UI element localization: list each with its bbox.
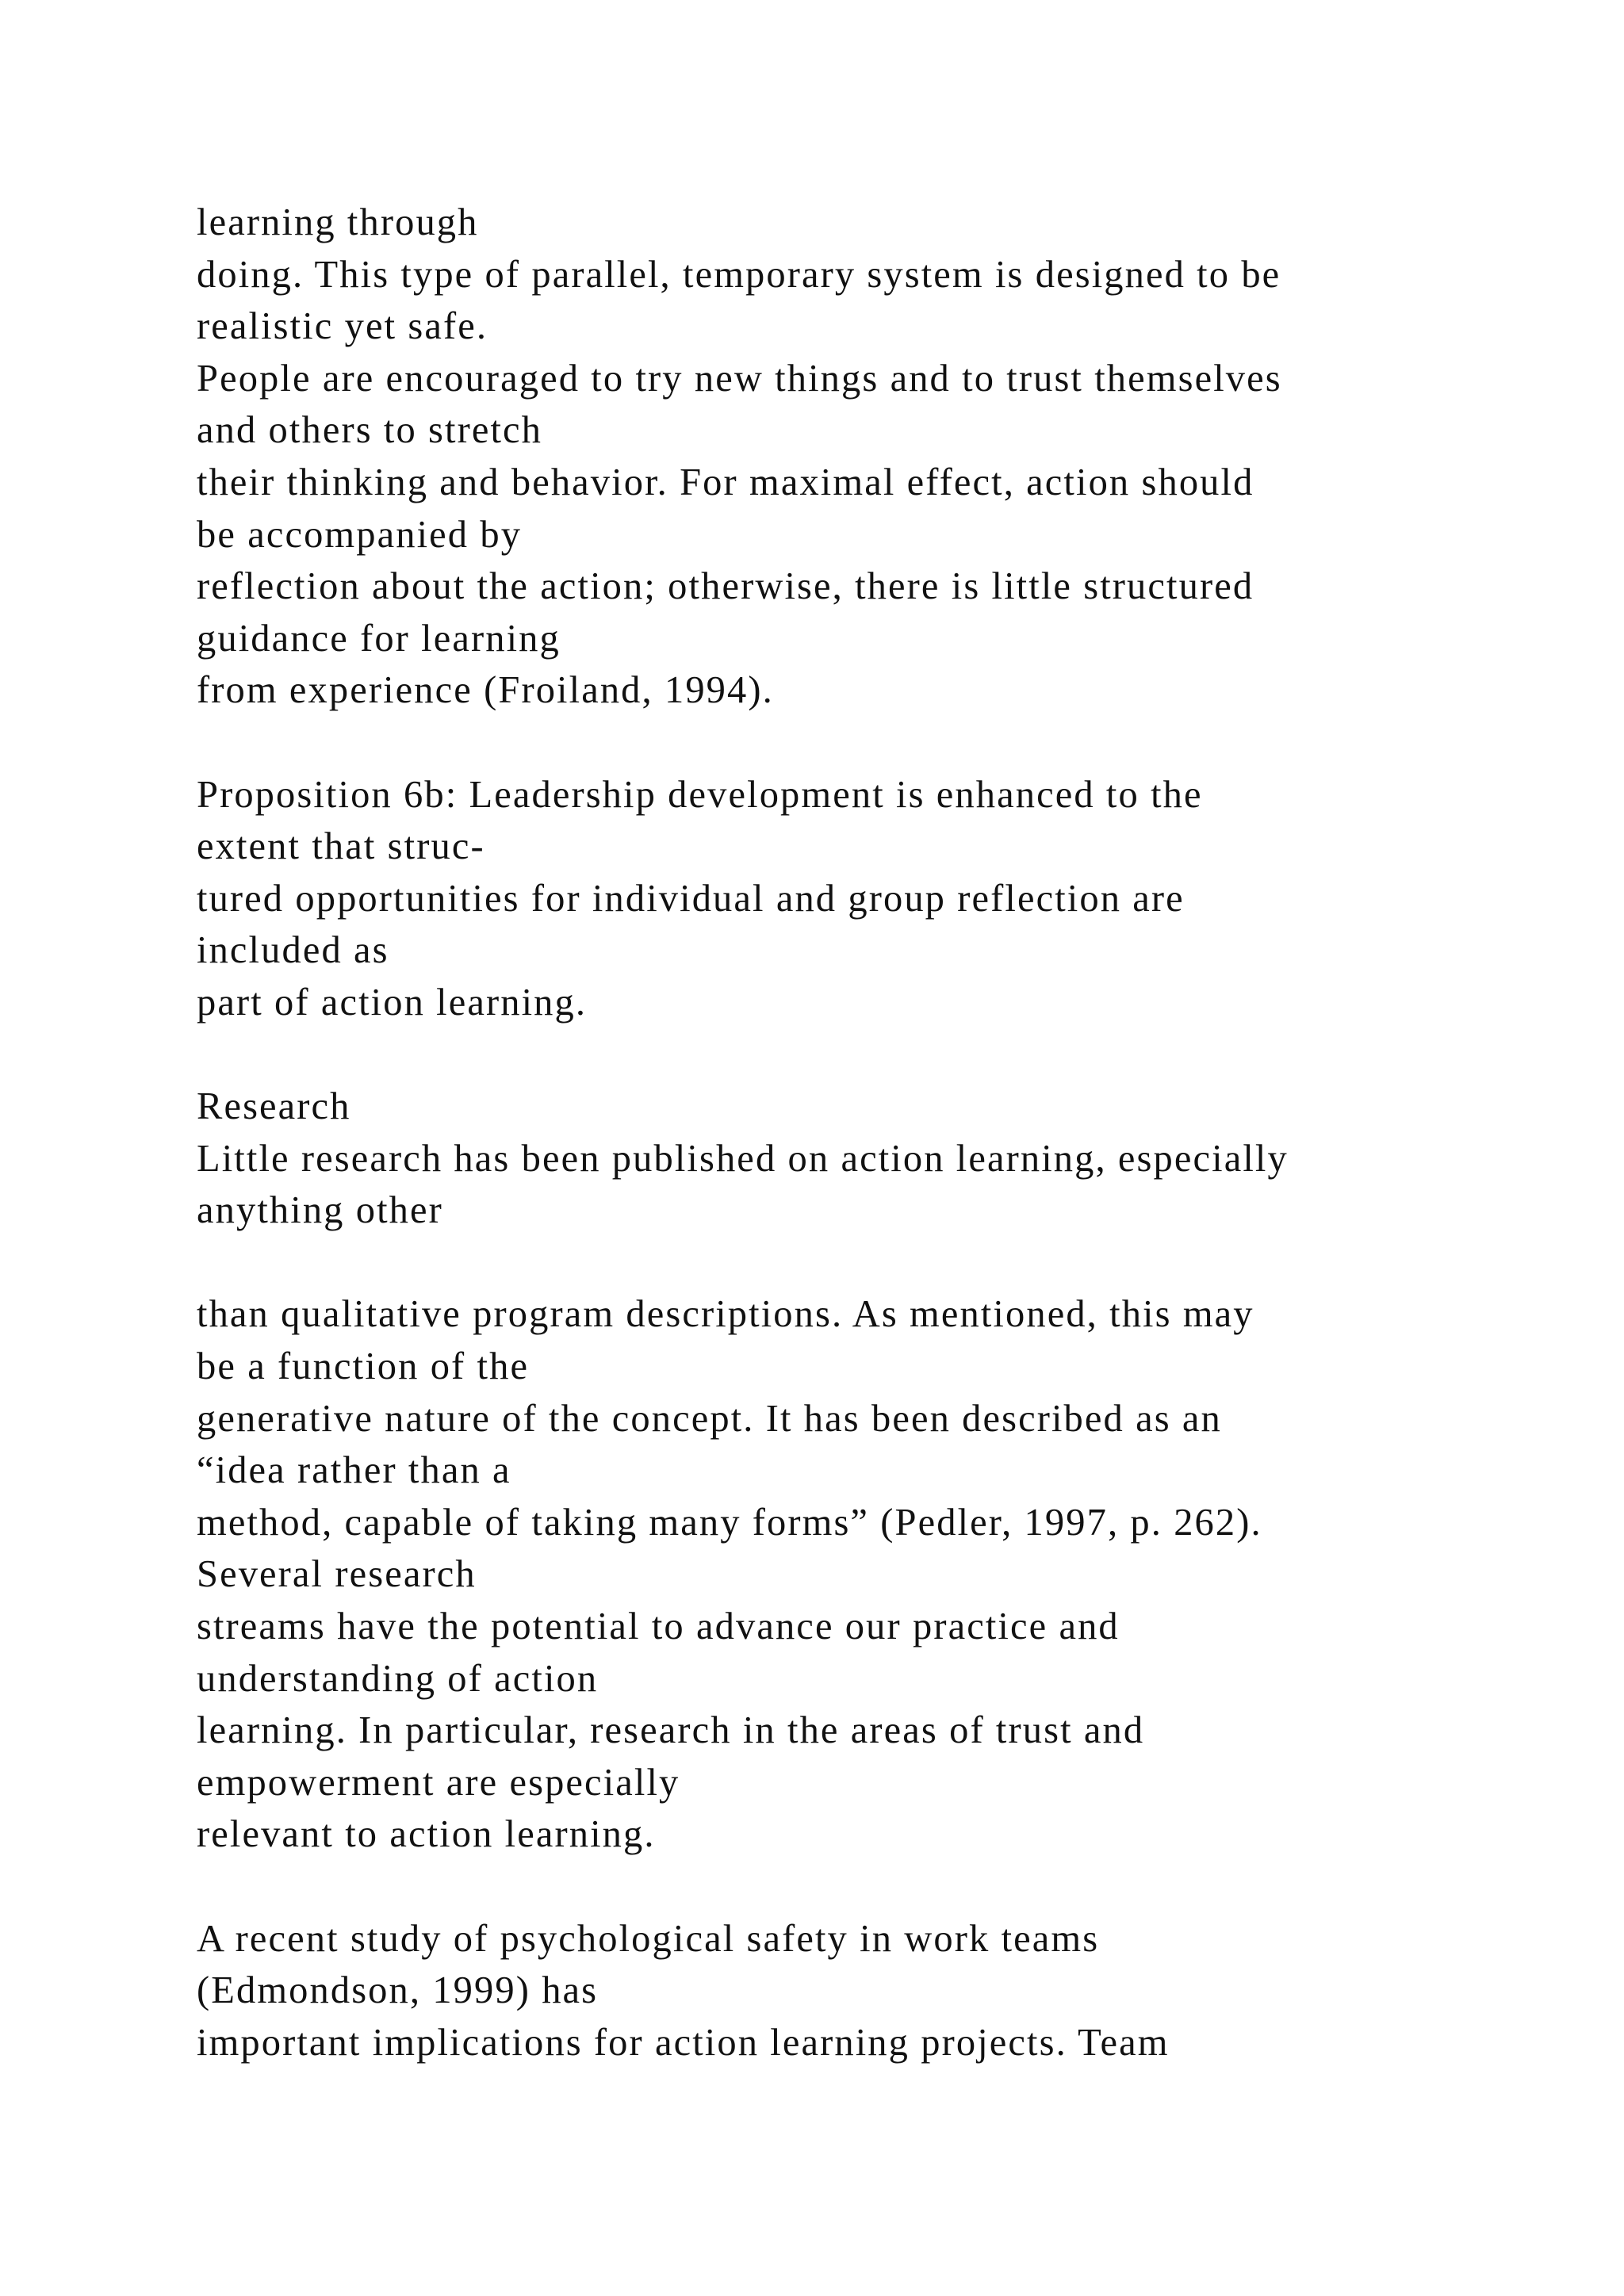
- text-line: generative nature of the concept. It has been described as an: [197, 1397, 1222, 1440]
- text-line: method, capable of taking many forms” (Pedler, 1997, p. 262).: [197, 1501, 1262, 1544]
- text-line: learning. In particular, research in the areas of trust and: [197, 1709, 1145, 1752]
- text-line: important implications for action learning projects. Team: [197, 2021, 1170, 2064]
- text-line: A recent study of psychological safety in work teams: [197, 1917, 1100, 1960]
- section-heading-research: Research: [197, 1085, 351, 1128]
- document-body: [197, 197, 1576, 2068]
- text-line: reflection about the action; otherwise, there is little structured: [197, 565, 1254, 608]
- paragraph-research-streams: [197, 1288, 1576, 1861]
- text-line: “idea rather than a: [197, 1449, 511, 1492]
- text-line: doing. This type of parallel, temporary system is designed to be: [197, 253, 1281, 296]
- text-line: tured opportunities for individual and group reflection are: [197, 877, 1185, 920]
- text-line: learning through: [197, 201, 479, 243]
- proposition-6b: [197, 769, 1576, 1029]
- text-line: than qualitative program descriptions. As mentioned, this may: [197, 1293, 1254, 1336]
- paragraph-spacer: [197, 1237, 1576, 1289]
- text-line: their thinking and behavior. For maximal effect, action should: [197, 461, 1254, 503]
- text-line: relevant to action learning.: [197, 1813, 656, 1856]
- text-line: (Edmondson, 1999) has: [197, 1969, 599, 2012]
- paragraph-spacer: [197, 1029, 1576, 1081]
- text-line: Several research: [197, 1553, 477, 1596]
- paragraph-spacer: [197, 717, 1576, 769]
- text-line: and others to stretch: [197, 409, 543, 452]
- text-line: People are encouraged to try new things and to trust themselves: [197, 357, 1282, 400]
- text-line: part of action learning.: [197, 981, 588, 1024]
- paragraph-spacer: [197, 1861, 1576, 1913]
- text-line: Little research has been published on action learning, especially: [197, 1137, 1289, 1180]
- text-line: realistic yet safe.: [197, 305, 488, 348]
- text-line: streams have the potential to advance our practice and: [197, 1605, 1120, 1648]
- text-line: guidance for learning: [197, 617, 561, 660]
- paragraph-parallel-system: [197, 197, 1576, 717]
- text-line: Proposition 6b: Leadership development is enhanced to the: [197, 773, 1203, 816]
- research-section-intro: [197, 1081, 1576, 1237]
- text-line: understanding of action: [197, 1657, 599, 1700]
- text-line: from experience (Froiland, 1994).: [197, 669, 774, 712]
- text-line: extent that struc-: [197, 825, 485, 868]
- paragraph-psychological-safety: [197, 1913, 1576, 2069]
- text-line: empowerment are especially: [197, 1761, 680, 1804]
- text-line: be accompanied by: [197, 513, 523, 556]
- text-line: anything other: [197, 1189, 443, 1232]
- text-line: included as: [197, 929, 389, 972]
- text-line: be a function of the: [197, 1345, 530, 1388]
